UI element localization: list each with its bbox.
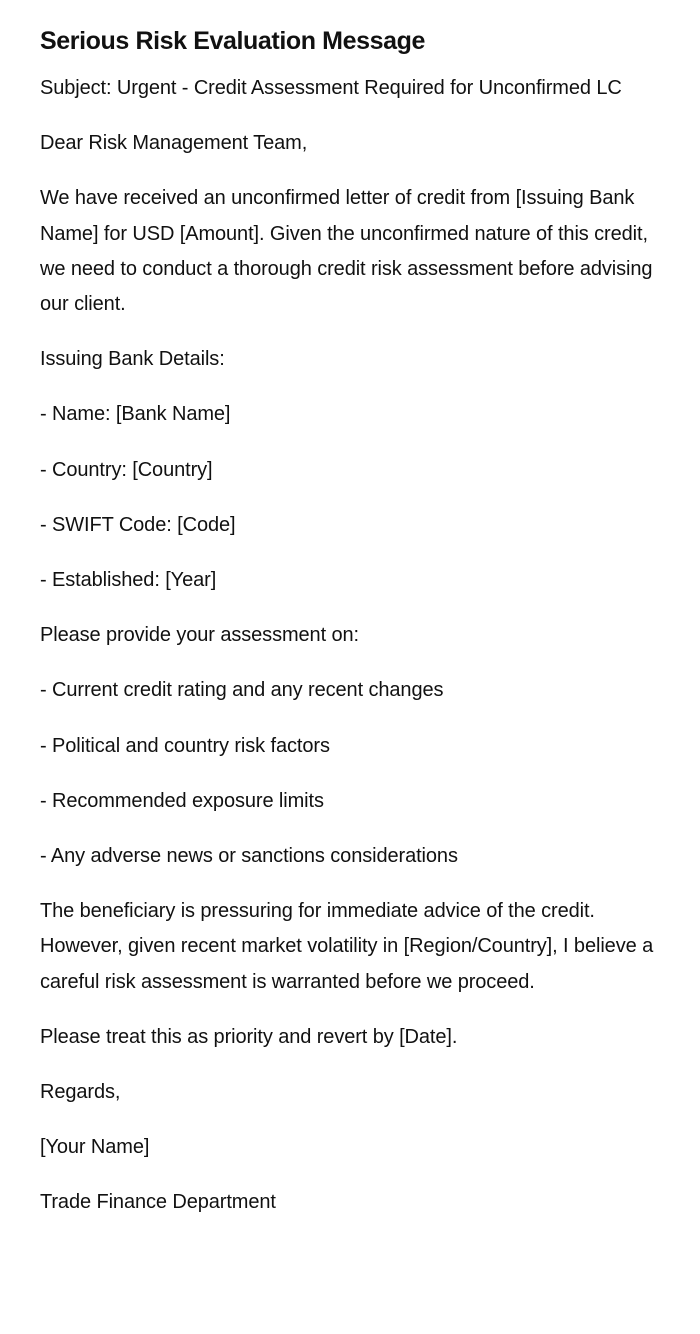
priority-request: Please treat this as priority and revert by [Date]. bbox=[40, 1025, 458, 1048]
subject-line: Subject: Urgent - Credit Assessment Required for Unconfirmed LC bbox=[40, 77, 622, 99]
bank-detail-name: - Name: [Bank Name] bbox=[40, 403, 231, 426]
bank-details-heading: Issuing Bank Details: bbox=[40, 348, 225, 371]
context-paragraph: The beneficiary is pressuring for immediate advice of the credit. However, given recent market volatility in [Region/Country], I believe a careful risk assessment is warranted before we proceed. bbox=[40, 900, 654, 993]
salutation: Dear Risk Management Team, bbox=[40, 132, 308, 155]
signature-name: [Your Name] bbox=[40, 1136, 150, 1159]
assessment-item-credit-rating: - Current credit rating and any recent changes bbox=[40, 679, 444, 702]
assessment-item-exposure-limits: - Recommended exposure limits bbox=[40, 789, 324, 812]
signature-department: Trade Finance Department bbox=[40, 1191, 276, 1214]
document-title: Serious Risk Evaluation Message bbox=[40, 27, 425, 55]
assessment-item-adverse-news: - Any adverse news or sanctions considerations bbox=[40, 845, 458, 868]
bank-detail-swift: - SWIFT Code: [Code] bbox=[40, 513, 236, 536]
bank-detail-established: - Established: [Year] bbox=[40, 569, 217, 592]
intro-paragraph: We have received an unconfirmed letter of credit from [Issuing Bank Name] for USD [Amount]. Given the unconfirmed nature of this credit, we need to conduct a thorough credit risk assessment before advising our client. bbox=[40, 187, 653, 316]
bank-detail-country: - Country: [Country] bbox=[40, 458, 213, 481]
assessment-item-political-risk: - Political and country risk factors bbox=[40, 734, 330, 757]
assessment-heading: Please provide your assessment on: bbox=[40, 624, 359, 647]
closing: Regards, bbox=[40, 1081, 121, 1104]
